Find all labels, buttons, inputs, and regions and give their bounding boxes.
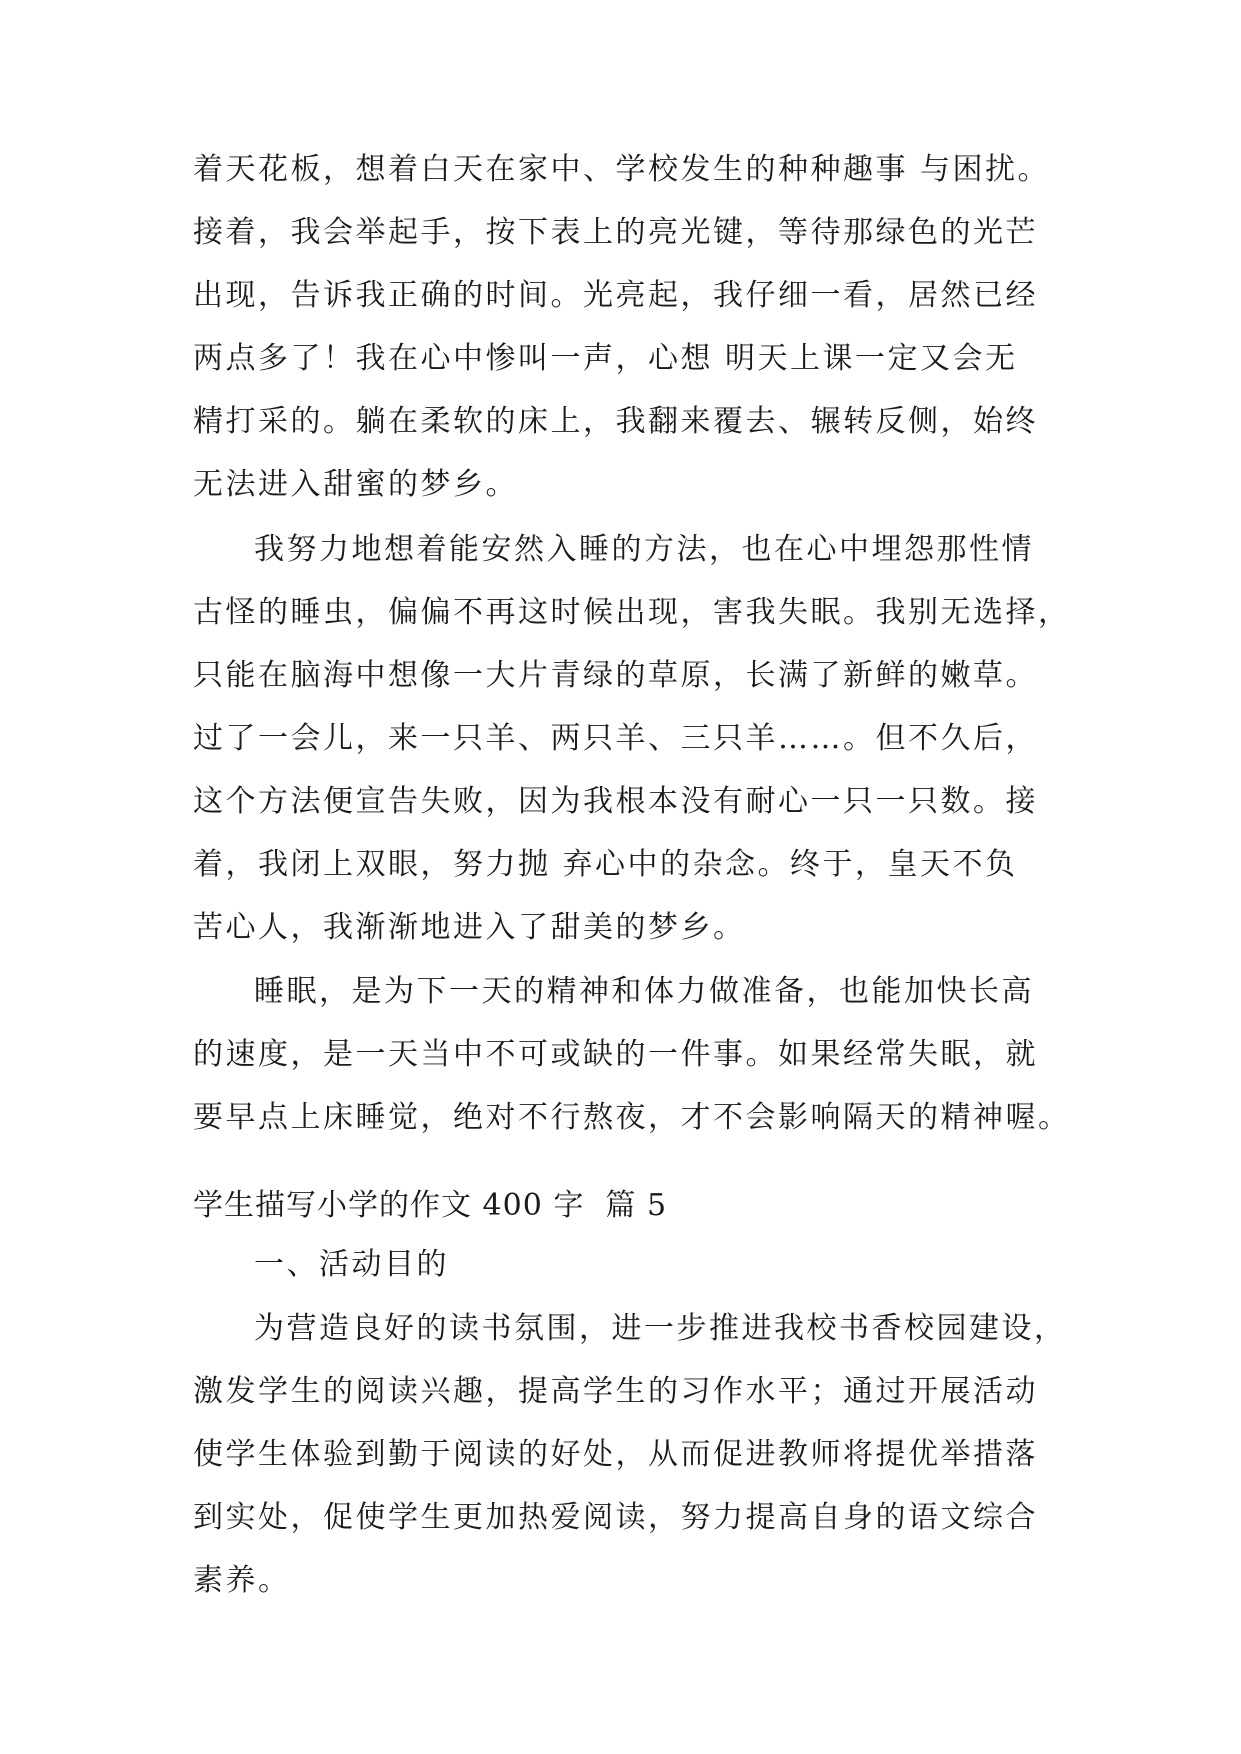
subheading: 一、活动目的 (254, 1247, 449, 1282)
paragraph-line: 着天花板，想着白天在家中、学校发生的种种趣事 与困扰。 (193, 152, 1051, 187)
paragraph-line: 接着，我会举起手，按下表上的亮光键，等待那绿色的光芒 (193, 215, 1038, 250)
paragraph-line: 我努力地想着能安然入睡的方法，也在心中埋怨那性情 (254, 532, 1034, 567)
paragraph-line: 无法进入甜蜜的梦乡。 (193, 467, 518, 502)
paragraph-line: 过了一会儿，来一只羊、两只羊、三只羊……。但不久后， (193, 721, 1038, 756)
paragraph-line: 的速度，是一天当中不可或缺的一件事。如果经常失眠，就 (193, 1037, 1038, 1072)
paragraph-line: 这个方法便宣告失败，因为我根本没有耐心一只一只数。接 (193, 784, 1038, 819)
paragraph-line: 出现，告诉我正确的时间。光亮起，我仔细一看，居然已经 (193, 278, 1038, 313)
paragraph-line: 古怪的睡虫，偏偏不再这时候出现，害我失眠。我别无选择， (193, 595, 1071, 630)
paragraph-line: 着，我闭上双眼，努力抛 弃心中的杂念。终于，皇天不负 (193, 847, 1018, 882)
paragraph-line: 使学生体验到勤于阅读的好处，从而促进教师将提优举措落 (193, 1437, 1038, 1472)
paragraph-line: 素养。 (193, 1563, 291, 1598)
paragraph-line: 两点多了！我在心中惨叫一声，心想 明天上课一定又会无 (193, 341, 1018, 376)
paragraph-line: 要早点上床睡觉，绝对不行熬夜，才不会影响隔天的精神喔。 (193, 1100, 1071, 1135)
paragraph-line: 睡眠，是为下一天的精神和体力做准备，也能加快长高 (254, 974, 1034, 1009)
paragraph-line: 只能在脑海中想像一大片青绿的草原，长满了新鲜的嫩草。 (193, 658, 1038, 693)
paragraph-line: 苦心人，我渐渐地进入了甜美的梦乡。 (193, 910, 746, 945)
paragraph-line: 精打采的。躺在柔软的床上，我翻来覆去、辗转反侧，始终 (193, 404, 1038, 439)
paragraph-line: 到实处，促使学生更加热爱阅读，努力提高自身的语文综合 (193, 1500, 1038, 1535)
paragraph-line: 为营造良好的读书氛围，进一步推进我校书香校园建设， (254, 1311, 1067, 1346)
paragraph-line: 激发学生的阅读兴趣，提高学生的习作水平；通过开展活动 (193, 1374, 1038, 1409)
section-heading: 学生描写小学的作文 400 字 篇 5 (193, 1188, 668, 1223)
